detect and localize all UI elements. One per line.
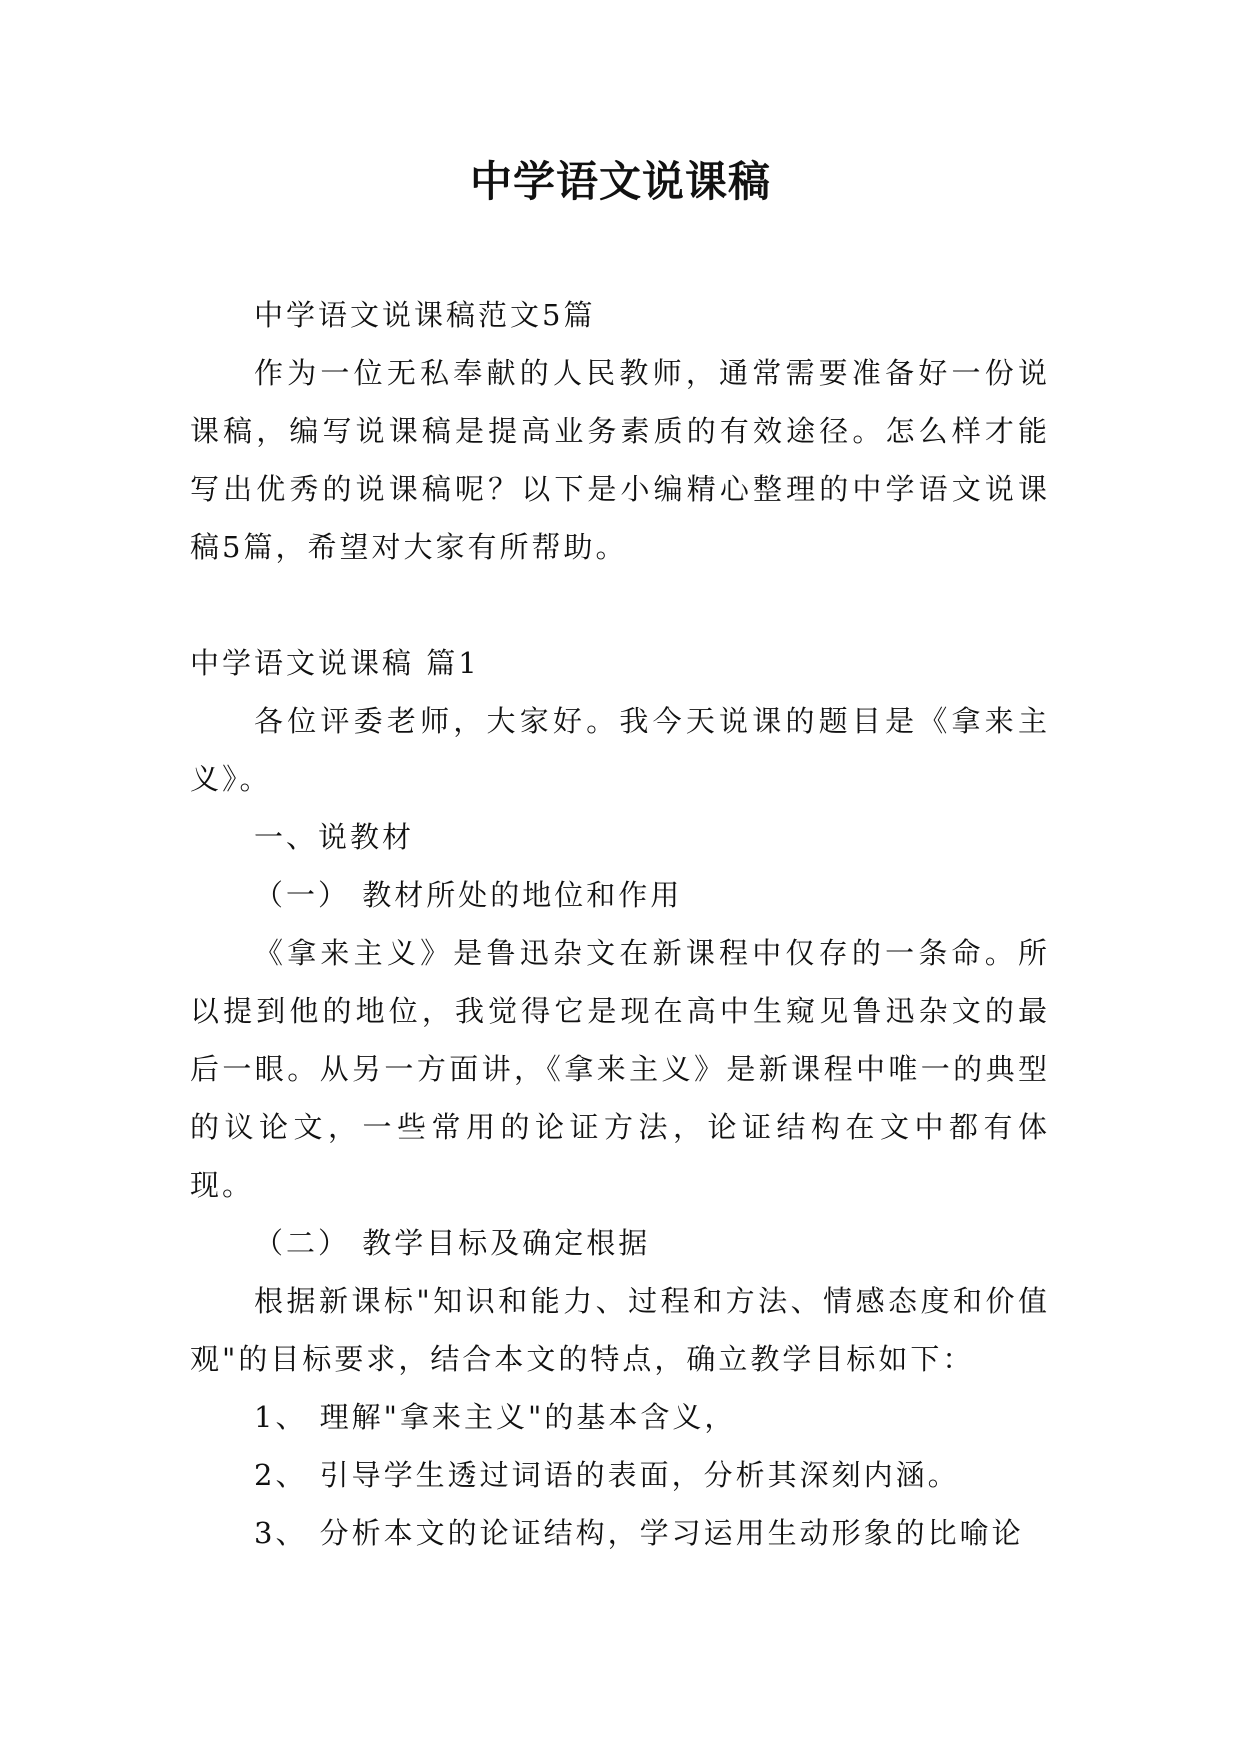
section-heading: 中学语文说课稿 篇1 (190, 646, 480, 680)
subsection-heading: （二） 教学目标及确定根据 (254, 1226, 651, 1260)
document-body (190, 286, 1050, 1562)
section-subheading: 一、说教材 (254, 820, 415, 854)
intro-subtitle: 中学语文说课稿范文5篇 (254, 298, 596, 332)
body-paragraph: 各位评委老师，大家好。我今天说课的题目是《拿来主义》。 (190, 704, 1050, 796)
intro-paragraph: 作为一位无私奉献的人民教师，通常需要准备好一份说课稿，编写说课稿是提高业务素质的有效途径。怎么样才能写出优秀的说课稿呢？以下是小编精心整理的中学语文说课稿5篇，希望对大家有所帮助。 (190, 356, 1050, 564)
document-title: 中学语文说课稿 (469, 157, 771, 206)
list-item: 2、 引导学生透过词语的表面，分析其深刻内涵。 (254, 1458, 960, 1492)
list-item: 3、 分析本文的论证结构，学习运用生动形象的比喻论 (254, 1516, 1024, 1550)
body-paragraph: 《拿来主义》是鲁迅杂文在新课程中仅存的一条命。所以提到他的地位，我觉得它是现在高中生窥见鲁迅杂文的最后一眼。从另一方面讲，《拿来主义》是新课程中唯一的典型的议论文，一些常用的论证方法，论证结构在文中都有体现。 (190, 936, 1050, 1202)
body-paragraph: 根据新课标"知识和能力、过程和方法、情感态度和价值观"的目标要求，结合本文的特点，确立教学目标如下： (190, 1284, 1050, 1376)
subsection-heading: （一） 教材所处的地位和作用 (254, 878, 683, 912)
list-item: 1、 理解"拿来主义"的基本含义， (254, 1400, 737, 1434)
